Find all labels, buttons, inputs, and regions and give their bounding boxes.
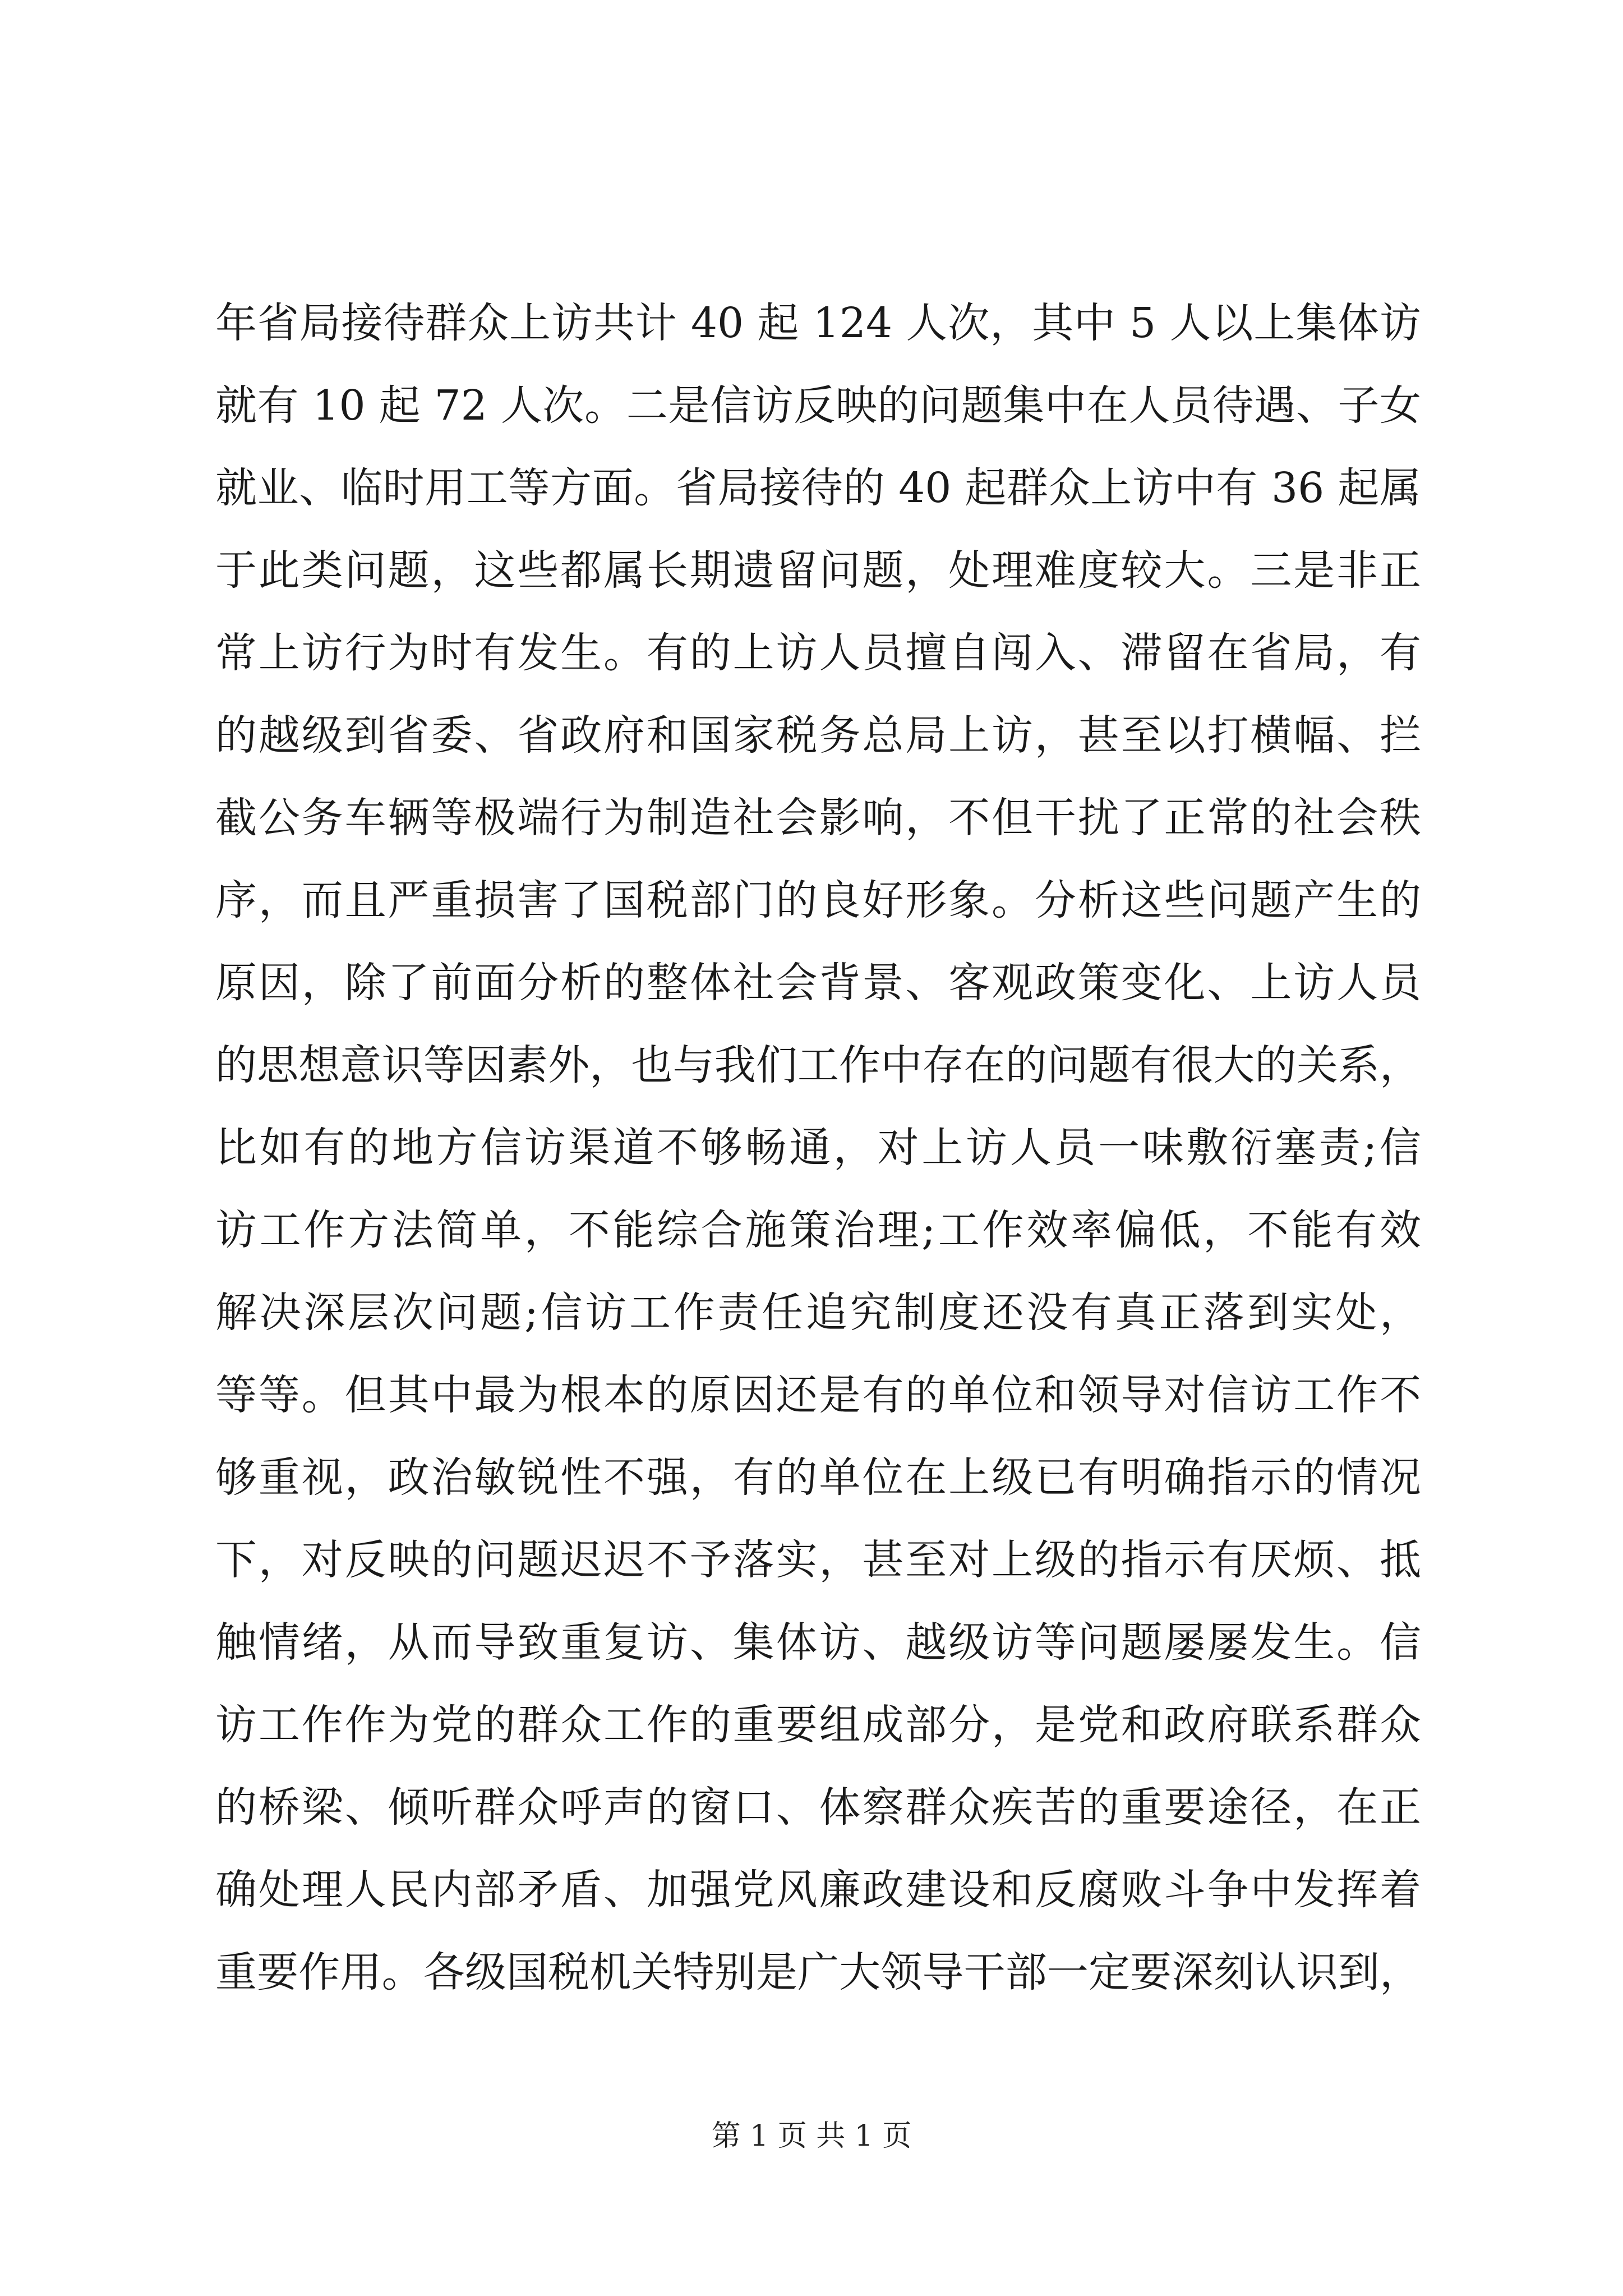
text-line: 的思想意识等因素外，也与我们工作中存在的问题有很大的关系， bbox=[215, 1041, 1421, 1089]
text-line: 确处理人民内部矛盾、加强党风廉政建设和反腐败斗争中发挥着 bbox=[215, 1866, 1421, 1914]
text-line: 触情绪，从而导致重复访、集体访、越级访等问题屡屡发生。信 bbox=[215, 1618, 1421, 1667]
page-number: 第 1 页 共 1 页 bbox=[711, 2119, 912, 2153]
text-line: 就有 10 起 72 人次。二是信访反映的问题集中在人员待遇、子女 bbox=[215, 381, 1421, 430]
text-line: 重要作用。各级国税机关特别是广大领导干部一定要深刻认识到， bbox=[215, 1948, 1421, 1996]
text-line: 的越级到省委、省政府和国家税务总局上访，甚至以打横幅、拦 bbox=[215, 711, 1421, 760]
body-text bbox=[215, 282, 1421, 2014]
page-footer bbox=[0, 2116, 1623, 2156]
text-line: 就业、临时用工等方面。省局接待的 40 起群众上访中有 36 起属 bbox=[215, 464, 1421, 512]
text-line: 下，对反映的问题迟迟不予落实，甚至对上级的指示有厌烦、抵 bbox=[215, 1536, 1421, 1584]
text-line: 原因，除了前面分析的整体社会背景、客观政策变化、上访人员 bbox=[215, 959, 1421, 1007]
text-line: 等等。但其中最为根本的原因还是有的单位和领导对信访工作不 bbox=[215, 1371, 1421, 1419]
text-line: 比如有的地方信访渠道不够畅通，对上访人员一味敷衍塞责;信 bbox=[215, 1124, 1421, 1172]
text-line: 解决深层次问题;信访工作责任追究制度还没有真正落到实处， bbox=[215, 1289, 1421, 1337]
text-line: 够重视，政治敏锐性不强，有的单位在上级已有明确指示的情况 bbox=[215, 1453, 1421, 1502]
text-line: 截公务车辆等极端行为制造社会影响，不但干扰了正常的社会秩 bbox=[215, 794, 1421, 842]
text-line: 年省局接待群众上访共计 40 起 124 人次，其中 5 人以上集体访 bbox=[215, 299, 1421, 347]
text-line: 访工作作为党的群众工作的重要组成部分，是党和政府联系群众 bbox=[215, 1701, 1421, 1749]
text-line: 序，而且严重损害了国税部门的良好形象。分析这些问题产生的 bbox=[215, 876, 1421, 924]
text-line: 的桥梁、倾听群众呼声的窗口、体察群众疾苦的重要途径，在正 bbox=[215, 1783, 1421, 1832]
text-line: 于此类问题，这些都属长期遗留问题，处理难度较大。三是非正 bbox=[215, 546, 1421, 595]
text-line: 常上访行为时有发生。有的上访人员擅自闯入、滞留在省局，有 bbox=[215, 629, 1421, 677]
text-line: 访工作方法简单，不能综合施策治理;工作效率偏低，不能有效 bbox=[215, 1206, 1421, 1254]
